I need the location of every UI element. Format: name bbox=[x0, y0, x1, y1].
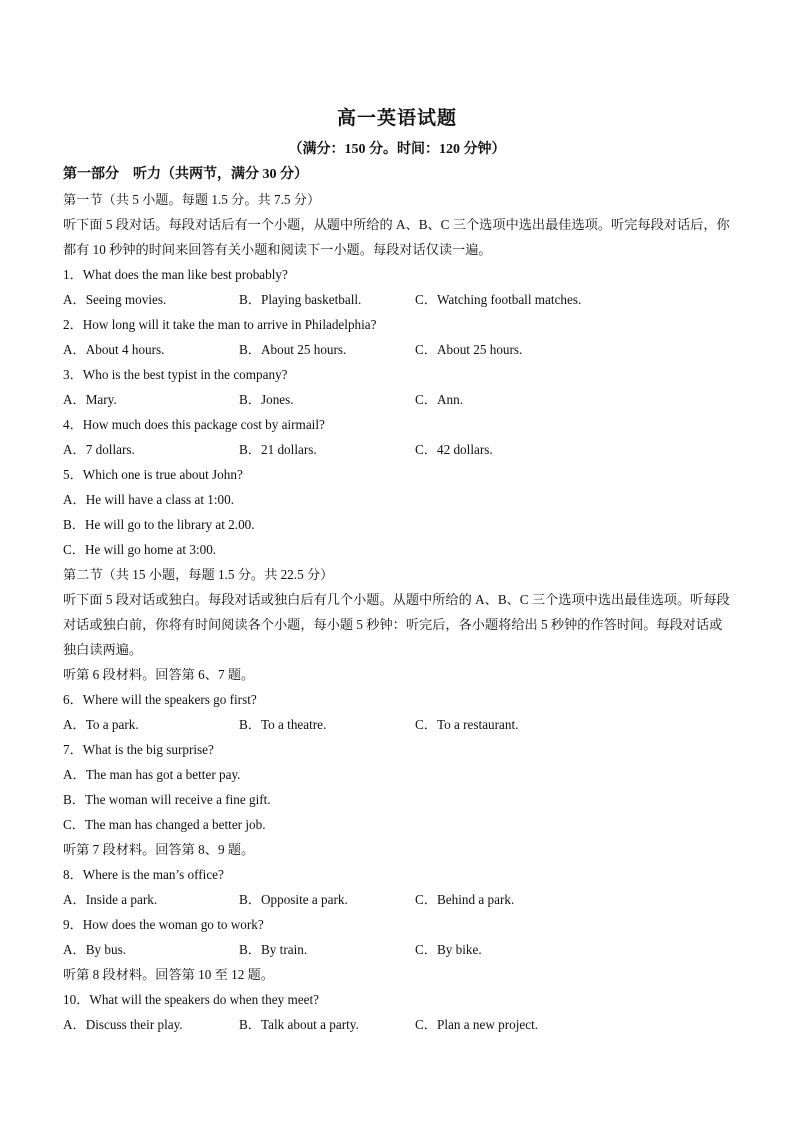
question-1-option-b: B．Playing basketball. bbox=[239, 292, 362, 307]
question-8-option-a: A．Inside a park. bbox=[63, 892, 158, 907]
question-7-option-c: C．The man has changed a better job. bbox=[63, 817, 266, 832]
question-9-option-c: C．By bike. bbox=[415, 942, 482, 957]
page-title: 高一英语试题 bbox=[336, 108, 457, 129]
question-8-options bbox=[63, 887, 733, 912]
question-1-options bbox=[63, 287, 733, 312]
question-9-options bbox=[63, 937, 733, 962]
material-6-label: 听第 6 段材料。回答第 6、7 题。 bbox=[63, 667, 255, 682]
page-subtitle: （满分：150 分。时间：120 分钟） bbox=[288, 142, 506, 157]
section2-heading: 第二节（共 15 小题，每题 1.5 分。共 22.5 分） bbox=[63, 567, 334, 582]
question-3-option-b: B．Jones. bbox=[239, 392, 294, 407]
question-3-option-c: C．Ann. bbox=[415, 392, 463, 407]
question-2-option-c: C．About 25 hours. bbox=[415, 342, 523, 357]
question-7-option-b: B．The woman will receive a fine gift. bbox=[63, 792, 271, 807]
material-7-label: 听第 7 段材料。回答第 8、9 题。 bbox=[63, 842, 255, 857]
question-2-options bbox=[63, 337, 733, 362]
question-2-option-b: B．About 25 hours. bbox=[239, 342, 347, 357]
question-1-stem: 1．What does the man like best probably? bbox=[63, 267, 288, 282]
question-8-option-c: C．Behind a park. bbox=[415, 892, 515, 907]
question-10-option-c: C．Plan a new project. bbox=[415, 1017, 539, 1032]
question-1-option-a: A．Seeing movies. bbox=[63, 292, 167, 307]
material-8-label: 听第 8 段材料。回答第 10 至 12 题。 bbox=[63, 967, 274, 982]
question-3-option-a: A．Mary. bbox=[63, 392, 117, 407]
question-8-option-b: B．Opposite a park. bbox=[239, 892, 348, 907]
question-5-option-b: B．He will go to the library at 2.00. bbox=[63, 517, 255, 532]
question-3-options bbox=[63, 387, 733, 412]
question-4-option-b: B．21 dollars. bbox=[239, 442, 317, 457]
question-2-option-a: A．About 4 hours. bbox=[63, 342, 165, 357]
question-6-option-b: B．To a theatre. bbox=[239, 717, 327, 732]
question-5-stem: 5．Which one is true about John? bbox=[63, 467, 243, 482]
question-1-option-c: C．Watching football matches. bbox=[415, 292, 582, 307]
part1-heading: 第一部分 听力（共两节，满分 30 分） bbox=[63, 167, 308, 182]
question-4-options bbox=[63, 437, 733, 462]
question-4-option-a: A．7 dollars. bbox=[63, 442, 135, 457]
question-2-stem: 2．How long will it take the man to arrive in Philadelphia? bbox=[63, 317, 377, 332]
question-10-stem: 10．What will the speakers do when they meet? bbox=[63, 992, 319, 1007]
question-10-options bbox=[63, 1012, 733, 1037]
question-6-options bbox=[63, 712, 733, 737]
question-8-stem: 8．Where is the man’s office? bbox=[63, 867, 224, 882]
section1-instructions: 听下面 5 段对话。每段对话后有一个小题，从题中所给的 A、B、C 三个选项中选出最佳选项。听完每段对话后，你都有 10 秒钟的时间来回答有关小题和阅读下一小题。每段对话仅读一遍。 bbox=[63, 217, 730, 257]
question-4-option-c: C．42 dollars. bbox=[415, 442, 493, 457]
question-6-option-a: A．To a park. bbox=[63, 717, 139, 732]
question-6-stem: 6．Where will the speakers go first? bbox=[63, 692, 257, 707]
question-9-stem: 9．How does the woman go to work? bbox=[63, 917, 264, 932]
question-9-option-a: A．By bus. bbox=[63, 942, 127, 957]
question-7-option-a: A．The man has got a better pay. bbox=[63, 767, 241, 782]
question-9-option-b: B．By train. bbox=[239, 942, 308, 957]
question-6-option-c: C．To a restaurant. bbox=[415, 717, 519, 732]
question-5-option-a: A．He will have a class at 1:00. bbox=[63, 492, 235, 507]
exam-body bbox=[63, 162, 733, 1037]
question-10-option-a: A．Discuss their play. bbox=[63, 1017, 183, 1032]
question-7-stem: 7．What is the big surprise? bbox=[63, 742, 214, 757]
question-3-stem: 3．Who is the best typist in the company? bbox=[63, 367, 288, 382]
section2-instructions: 听下面 5 段对话或独白。每段对话或独白后有几个小题。从题中所给的 A、B、C 三个选项中选出最佳选项。听每段对话或独白前，你将有时间阅读各个小题，每小题 5 秒钟：听完后，各小题将给出 5 秒钟的作答时间。每段对话或独白读两遍。 bbox=[63, 592, 730, 657]
question-4-stem: 4．How much does this package cost by airmail? bbox=[63, 417, 325, 432]
section1-heading: 第一节（共 5 小题。每题 1.5 分。共 7.5 分） bbox=[63, 192, 321, 207]
question-10-option-b: B．Talk about a party. bbox=[239, 1017, 359, 1032]
question-5-option-c: C．He will go home at 3:00. bbox=[63, 542, 217, 557]
